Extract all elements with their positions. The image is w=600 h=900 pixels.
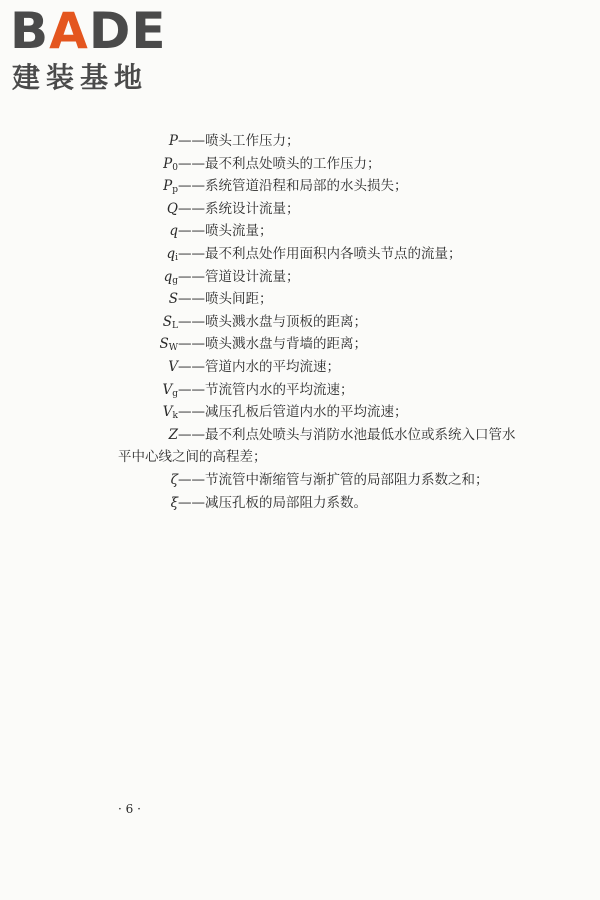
definition-symbol: ξ [170,494,178,511]
definition-row [0,356,600,378]
definition-symbol: q [169,223,178,240]
definition-subscript: L [172,320,178,331]
definition-text: ——喷头溅水盘与顶板的距离； [178,313,367,330]
definition-symbol: $P_0$ [163,155,178,173]
definition-continuation: 平中心线之间的高程差； [118,449,267,466]
definition-subscript: g [172,275,178,286]
definition-symbol: $S_L$ [162,313,178,331]
definition-text: ——系统管道沿程和局部的水头损失； [178,178,408,195]
definition-row [0,266,600,288]
definition-text: ——喷头溅水盘与背墙的距离； [178,336,367,353]
definition-text: ——减压孔板后管道内水的平均流速； [178,404,408,421]
definition-text: ——系统设计流量； [178,200,300,217]
definition-row [0,175,600,197]
definition-symbol: V [168,359,178,375]
definition-row [0,198,600,220]
definition-text: ——管道内水的平均流速； [178,359,340,375]
definition-row [0,311,600,333]
definition-row [0,446,600,468]
definition-text: ——管道设计流量； [178,268,300,285]
definition-text: ——喷头间距； [178,291,273,308]
definition-symbol: $V_k$ [162,404,178,422]
definition-symbol: S [168,291,178,308]
logo-wordmark: BADE [10,2,167,60]
definition-row [0,401,600,423]
logo-chinese-text: 建装基地 [12,61,149,94]
definition-row [0,492,600,514]
definition-subscript: k [172,411,178,422]
definition-symbol: ζ [170,472,178,488]
definition-text: ——节流管中渐缩管与渐扩管的局部阻力系数之和； [178,472,489,488]
definition-text: ——最不利点处喷头与消防水池最低水位或系统入口管水 [178,426,516,443]
definition-symbol: $q_g$ [163,268,178,286]
definition-row [0,469,600,491]
definition-text: ——最不利点处喷头的工作压力； [178,155,381,172]
definition-row [0,424,600,446]
definition-row [0,333,600,355]
definition-symbol: $P_p$ [163,178,178,196]
definition-subscript: 0 [172,162,178,173]
definition-row [0,130,600,152]
definition-text: ——节流管内水的平均流速； [178,381,354,398]
definition-symbol: $q_i$ [166,246,178,263]
definition-symbol: $V_g$ [162,381,178,399]
definition-subscript: p [172,185,178,196]
definition-symbol: $S_W$ [159,336,178,354]
definition-symbol: P [168,133,178,149]
definition-row [0,153,600,175]
definition-text: ——喷头工作压力； [178,133,300,149]
definition-row [0,379,600,401]
definition-text: ——最不利点处作用面积内各喷头节点的流量； [178,246,462,262]
definition-symbol: Q [166,200,178,217]
definition-subscript: W [168,343,178,354]
definition-row [0,288,600,310]
bade-logo [10,4,180,99]
definition-text: ——喷头流量； [178,223,273,240]
definition-subscript: i [175,253,178,263]
definition-text: ——减压孔板的局部阻力系数。 [178,494,367,511]
definition-row [0,243,600,265]
page-number: · 6 · [118,802,141,816]
definition-row [0,220,600,242]
definition-symbol: Z [168,426,178,443]
definition-subscript: g [172,388,178,399]
